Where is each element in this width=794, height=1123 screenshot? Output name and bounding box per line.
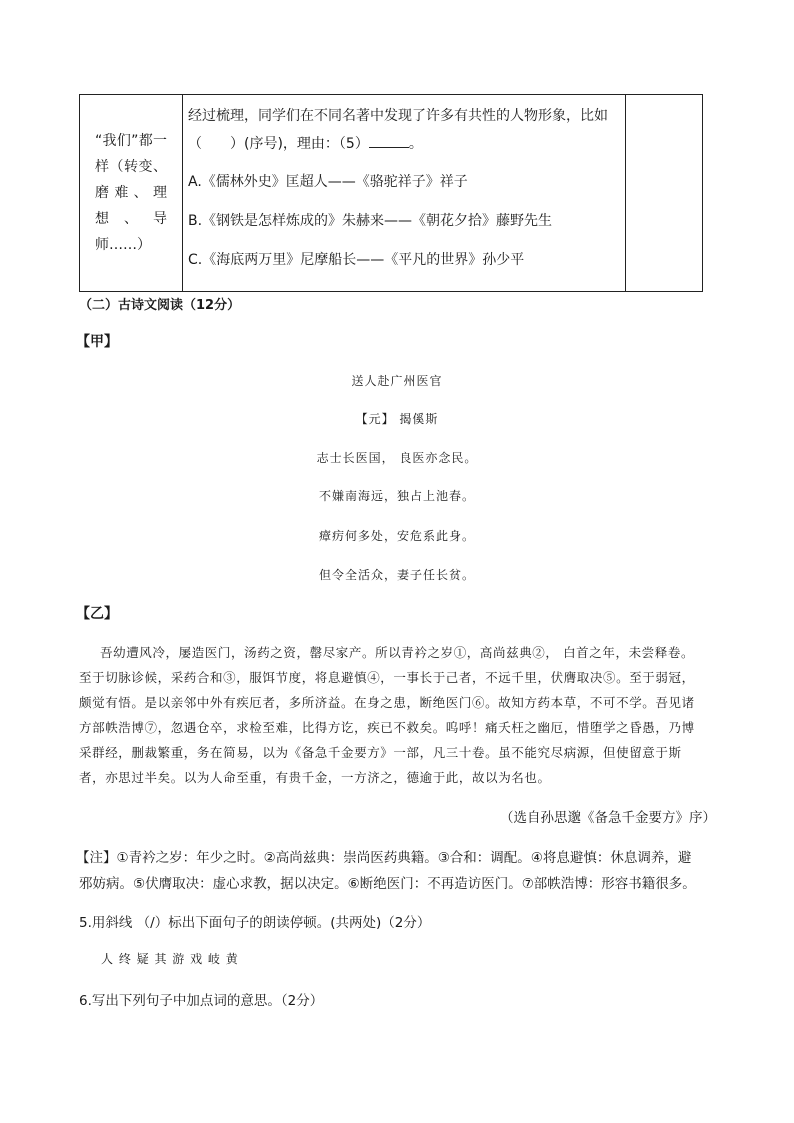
table-line-1: 经过梳理，同学们在不同名著中发现了许多有共性的人物形象，比如 bbox=[188, 108, 608, 124]
prose-line-4: 方部帙浩博⑦，忽遇仓卒，求检至难，比得方讫，疾已不救矣。呜呼！痛夭枉之幽厄，惜堕学之昏愚，乃博 bbox=[79, 720, 695, 735]
question-4-prompt: （ ）(序号)，理由：（5） bbox=[188, 136, 369, 152]
poem-line-1: 志士长医国， 良医亦念民。 bbox=[316, 451, 478, 465]
table-divider-1 bbox=[182, 95, 183, 291]
option-c: C.《海底两万里》尼摩船长——《平凡的世界》孙少平 bbox=[188, 252, 525, 268]
notes-line-2: 邪妨病。⑤伏膺取决：虚心求教，据以决定。⑥断绝医门：不再造访医门。⑦部帙浩博：形容书籍很多。 bbox=[79, 876, 696, 892]
yi-label: 【乙】 bbox=[76, 606, 118, 622]
table-divider-2 bbox=[625, 95, 626, 291]
poem-author: 【元】 揭傒斯 bbox=[355, 412, 439, 426]
prose-source: （选自孙思邈《备急千金要方》序） bbox=[500, 810, 716, 826]
poem-line-4: 但令全活众，妻子任长贫。 bbox=[318, 568, 475, 582]
option-a: A.《儒林外史》匡超人——《骆驼祥子》祥子 bbox=[188, 174, 468, 190]
table-left-cell bbox=[80, 95, 182, 291]
poem-line-2: 不嫌南海远，独占上池春。 bbox=[318, 489, 475, 503]
poem-title: 送人赴广州医官 bbox=[351, 374, 443, 388]
question-5: 5.用斜线 （/）标出下面句子的朗读停顿。(共两处)（2分） bbox=[79, 915, 431, 931]
poem-line-3: 瘴疠何多处，安危系此身。 bbox=[318, 529, 475, 543]
jia-label: 【甲】 bbox=[76, 334, 118, 350]
option-b: B.《钢铁是怎样炼成的》朱赫来——《朝花夕拾》藤野先生 bbox=[188, 213, 553, 229]
left-cell-text: “我们”都一样（转变、磨难、理想、导师……） bbox=[95, 133, 167, 253]
question-6: 6.写出下列句子中加点词的意思。（2分） bbox=[79, 993, 324, 1009]
prose-line-5: 采群经，删裁繁重，务在简易，以为《备急千金要方》一部，凡三十卷。虽不能究尽病源，但使留意于斯 bbox=[79, 745, 682, 760]
prose-line-6: 者，亦思过半矣。以为人命至重，有贵千金，一方济之，德逾于此，故以为名也。 bbox=[79, 770, 551, 785]
prose-line-3: 颇觉有悟。是以亲邻中外有疾厄者，多所济益。在身之患，断绝医门⑥。故知方药本草，不可不学。吾见诸 bbox=[79, 695, 695, 710]
section-title: （二）古诗文阅读（12分） bbox=[79, 298, 241, 313]
prose-line-1: 吾幼遭风冷，屡造医门，汤药之资，罄尽家产。所以青衿之岁①，高尚兹典②， 白首之年，未尝释卷。 bbox=[100, 645, 695, 660]
question-5-sentence: 人 终 疑 其 游 戏 岐 黄 bbox=[101, 952, 239, 966]
answer-blank[interactable] bbox=[369, 135, 409, 148]
question-4-period: 。 bbox=[408, 136, 423, 152]
table-line-2 bbox=[188, 133, 423, 153]
reading-table bbox=[79, 94, 703, 292]
notes-line-1: 【注】①青衿之岁：年少之时。②高尚兹典：崇尚医药典籍。③合和：调配。④将息避慎：休息调养，避 bbox=[76, 850, 692, 866]
prose-line-2: 至于切脉诊候，采药合和③，服饵节度，将息避慎④，一事长于己者，不远千里，伏膺取决⑤。至于弱冠， bbox=[79, 670, 695, 685]
